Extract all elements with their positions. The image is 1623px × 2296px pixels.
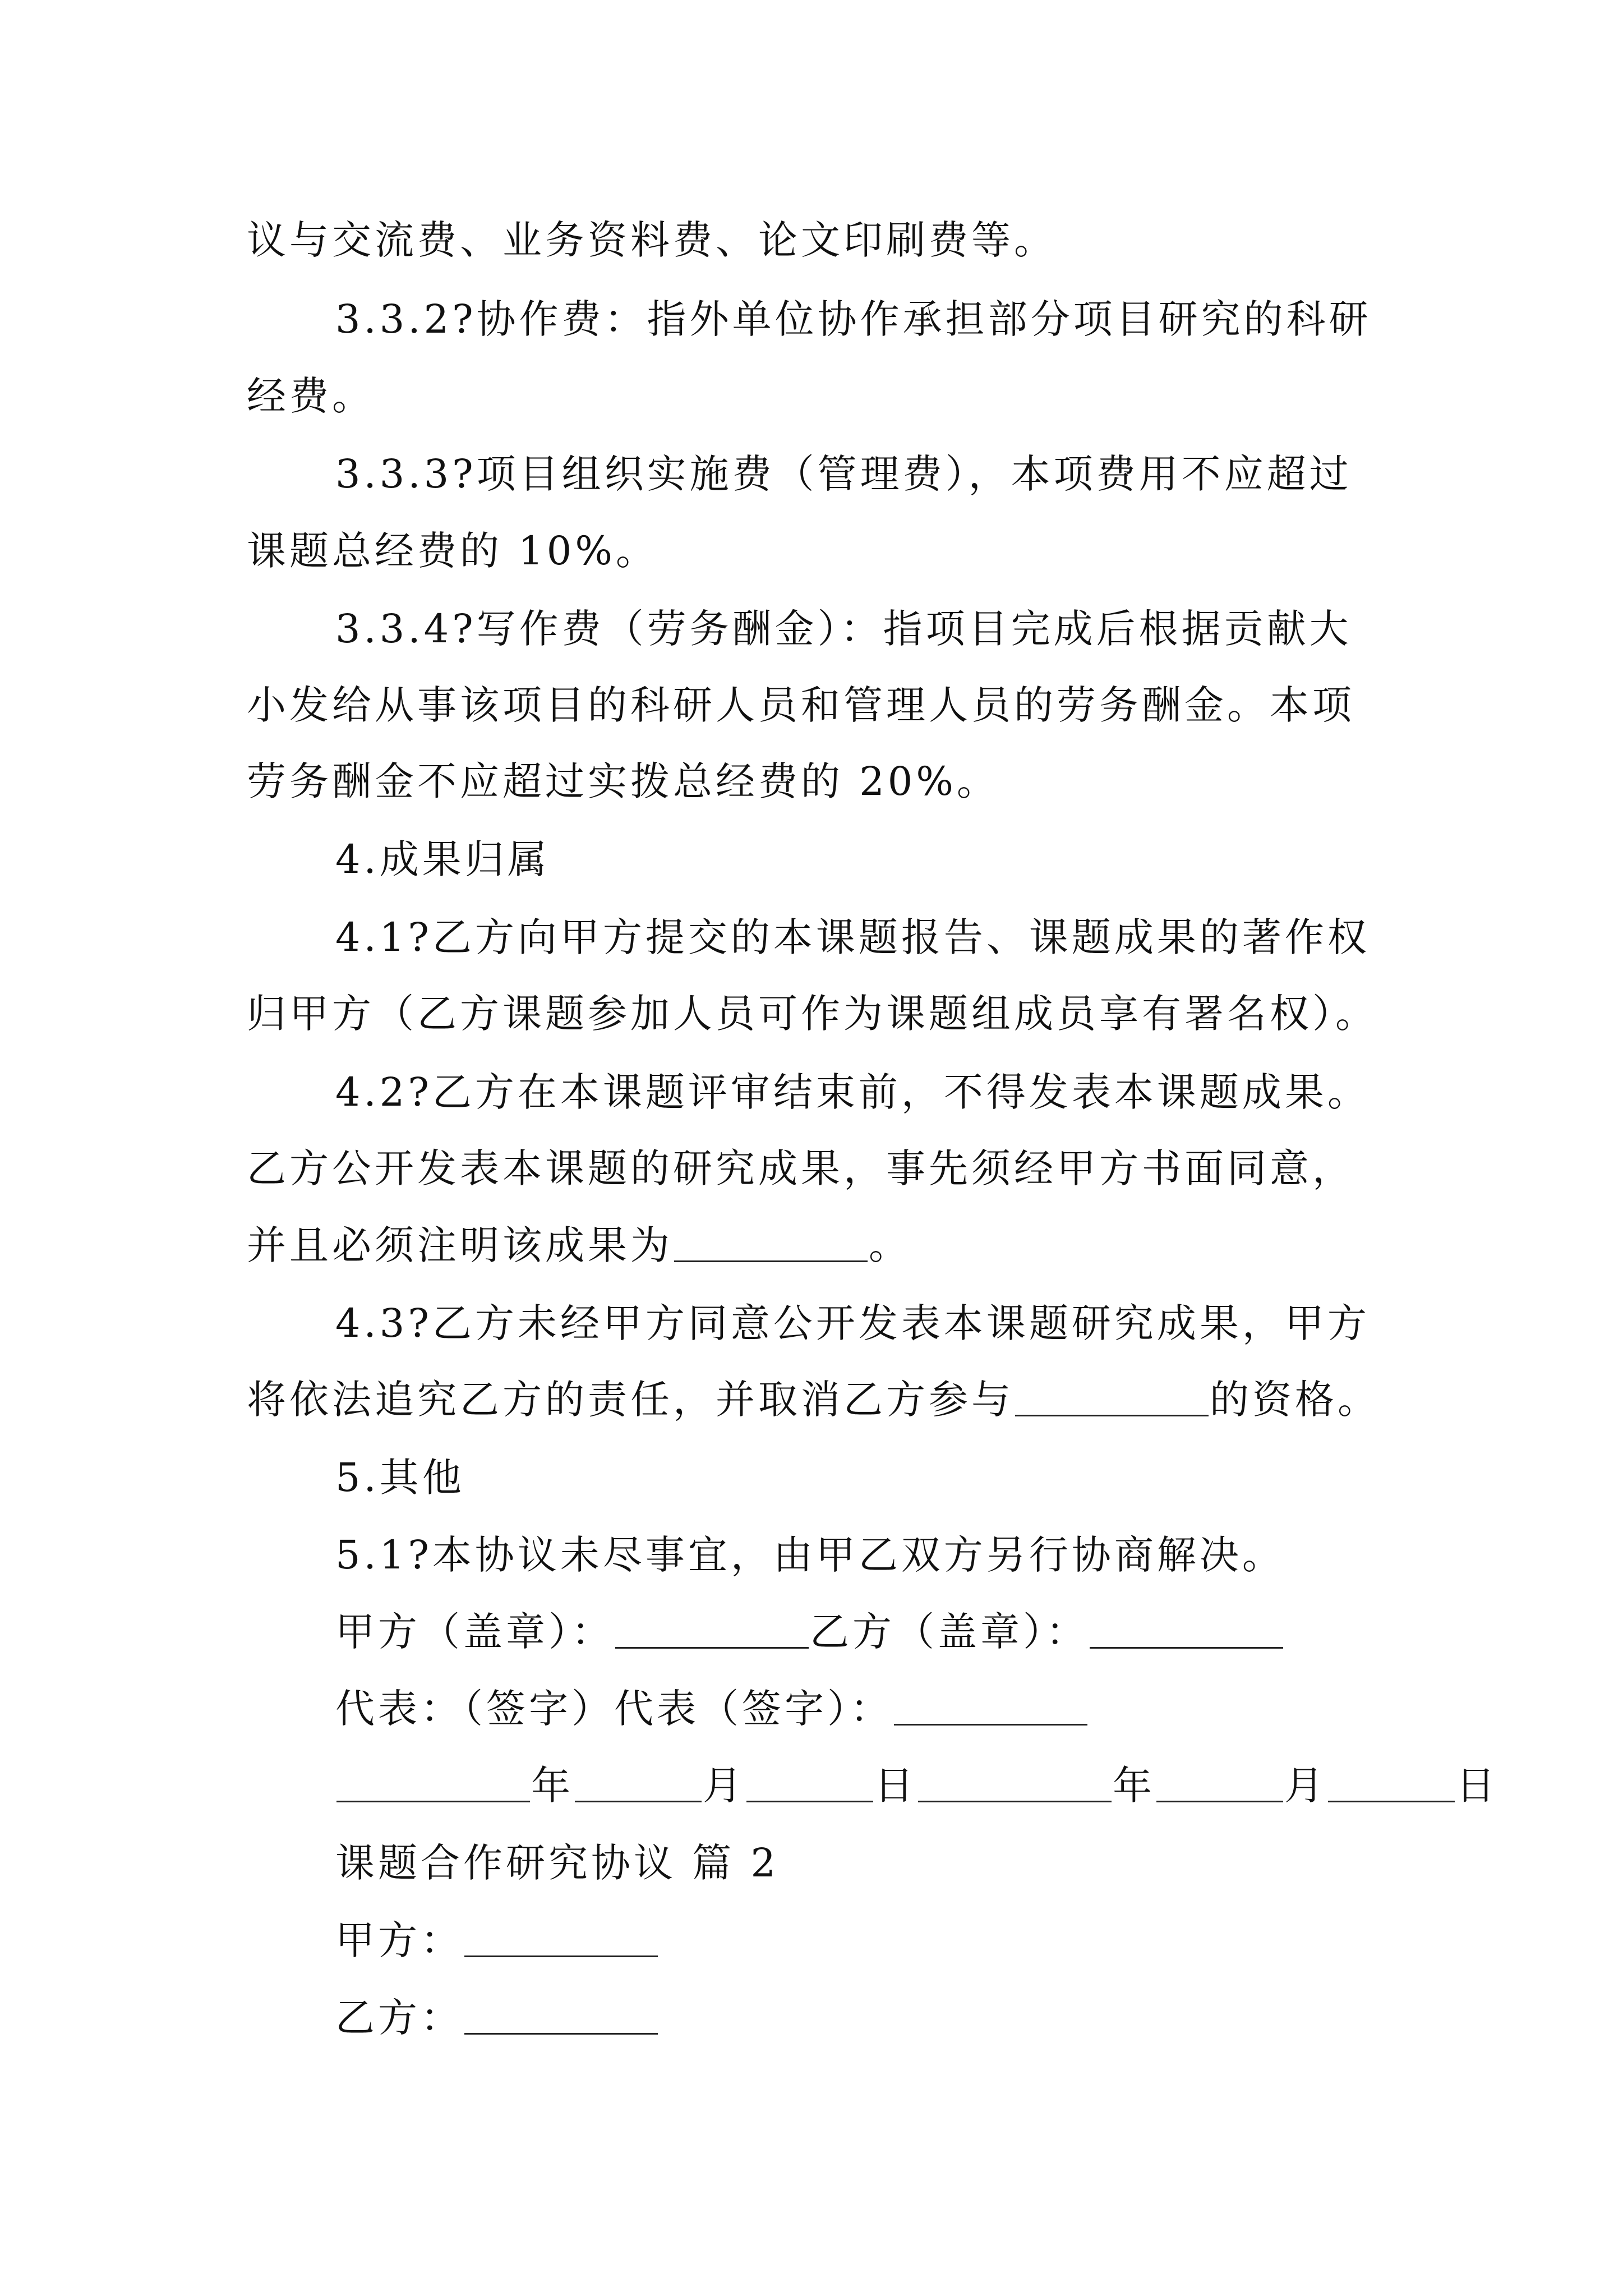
text-line-3-3-4-cont2: 劳务酬金不应超过实拨总经费的 20%。 [247, 758, 999, 804]
text-line-4-2-cont2: 并且必须注明该成果为 。 [247, 1222, 911, 1268]
text-line-4-3: 4.3?乙方未经甲方同意公开发表本课题研究成果，甲方 [335, 1300, 1370, 1346]
text-line-3-3-2: 3.3.2?协作费：指外单位协作承担部分项目研究的科研 [335, 296, 1372, 342]
text-line-4-2-cont1: 乙方公开发表本课题的研究成果，事先须经甲方书面同意， [247, 1145, 1355, 1191]
blank-line [918, 1767, 1112, 1802]
text-line-3-3-4-cont1: 小发给从事该项目的科研人员和管理人员的劳务酬金。本项 [247, 682, 1355, 728]
blank-line [1328, 1767, 1455, 1802]
signature-line-seals: 甲方（盖章）： 乙方（盖章）： [335, 1612, 1284, 1651]
text-line-3-3-4: 3.3.4?写作费（劳务酬金）：指项目完成后根据贡献大 [335, 606, 1352, 652]
text-line-4-1: 4.1?乙方向甲方提交的本课题报告、课题成果的著作权 [335, 914, 1370, 960]
section-heading-4: 4.成果归属 [335, 836, 550, 882]
section-heading-5: 5.其他 [335, 1455, 465, 1501]
text-line-fees-list: 议与交流费、业务资料费、论文印刷费等。 [247, 217, 1057, 263]
text-line-4-3-cont: 将依法追究乙方的责任，并取消乙方参与 的资格。 [247, 1377, 1380, 1423]
blank-line [674, 1227, 868, 1262]
party-a-line: 甲方： [335, 1921, 659, 1960]
text-line-4-2: 4.2?乙方在本课题评审结束前，不得发表本课题成果。 [335, 1069, 1370, 1115]
text-line-5-1: 5.1?本协议未尽事宜，由甲乙双方另行协商解决。 [335, 1532, 1285, 1578]
signature-line-representatives: 代表：（签字）代表（签字）： [335, 1689, 1089, 1728]
text-line-3-3-2-cont: 经费。 [247, 373, 375, 419]
text-line-3-3-3: 3.3.3?项目组织实施费（管理费），本项费用不应超过 [335, 451, 1352, 497]
blank-line [336, 1767, 530, 1802]
text-line-4-1-cont: 归甲方（乙方课题参加人员可作为课题组成员享有署名权）。 [247, 991, 1378, 1037]
blank-line [1156, 1767, 1283, 1802]
text-line-3-3-3-cont: 课题总经费的 10%。 [247, 528, 658, 574]
party-b-line: 乙方： [335, 1998, 659, 2037]
blank-line [575, 1767, 702, 1802]
blank-line [464, 1999, 658, 2035]
blank-line [615, 1613, 809, 1649]
blank-line [746, 1767, 873, 1802]
date-line: 年 月 日 年 月 日 [335, 1766, 1498, 1805]
agreement-title-part-2: 课题合作研究协议 篇 2 [335, 1840, 780, 1886]
blank-line [464, 1922, 658, 1957]
blank-line [894, 1690, 1087, 1726]
blank-line [1015, 1381, 1209, 1416]
blank-line [1090, 1613, 1283, 1649]
